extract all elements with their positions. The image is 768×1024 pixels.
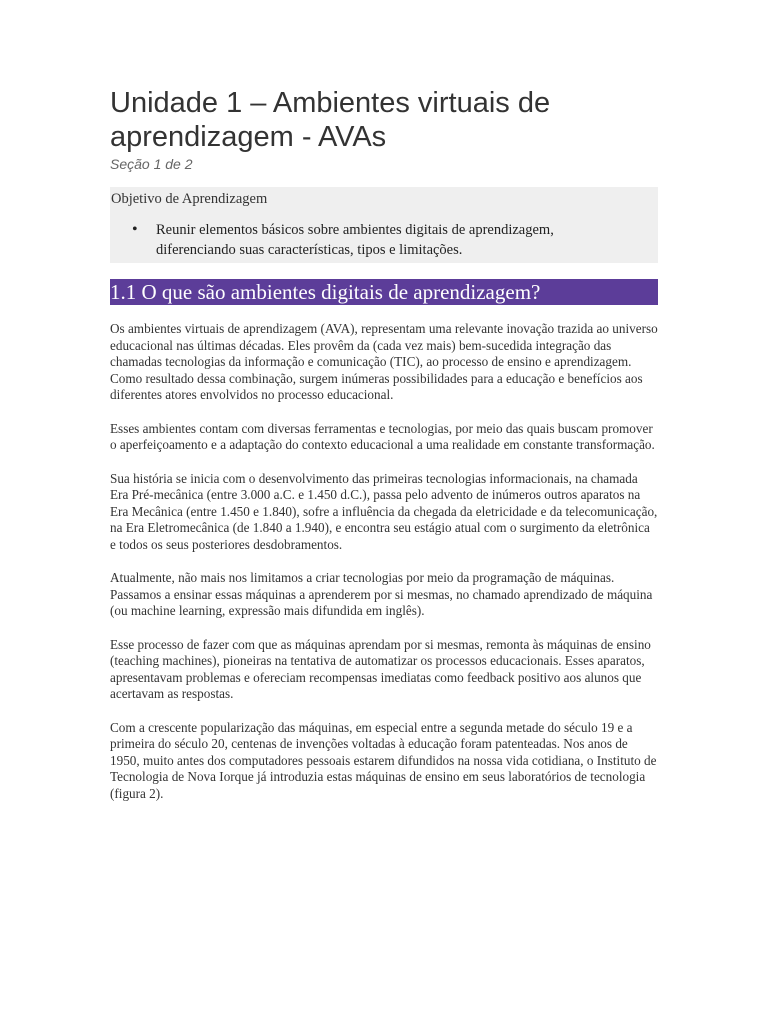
objective-list (110, 220, 658, 260)
body-paragraph: Esses ambientes contam com diversas ferramentas e tecnologias, por meio das quais buscam promover o aperfeiçoamento e a adaptação do contexto educacional a uma realidade em constante transformação. (110, 420, 655, 452)
body-paragraph: Atualmente, não mais nos limitamos a criar tecnologias por meio da programação de máquinas. Passamos a ensinar essas máquinas a aprenderem por si mesmas, no chamado aprendizado de máquina (ou machine learning, expressão mais difundida em inglês). (110, 570, 653, 618)
document-page (110, 86, 658, 802)
page-title: Unidade 1 – Ambientes virtuais de aprendizagem - AVAs (110, 87, 551, 153)
objective-heading: Objetivo de Aprendizagem (111, 191, 268, 207)
section-indicator: Seção 1 de 2 (110, 156, 193, 172)
section-heading: 1.1 O que são ambientes digitais de aprendizagem? (110, 279, 658, 305)
body-paragraph: Os ambientes virtuais de aprendizagem (AVA), representam uma relevante inovação trazida ao universo educacional nas últimas décadas. Eles provêm da (cada vez mais) bem-sucedida integração das chamadas tecnologias da informação e comunicação (TIC), ao processo de ensino e aprendizagem. Como resultado dessa combinação, surgem inúmeras possibilidades para a educação e benefícios aos diferentes atores envolvidos no processo educacional. (110, 321, 658, 402)
objective-item: • Reunir elementos básicos sobre ambientes digitais de aprendizagem, diferenciando suas características, tipos e limitações. (156, 220, 658, 260)
learning-objective-box (110, 187, 658, 263)
body-paragraph: Sua história se inicia com o desenvolvimento das primeiras tecnologias informacionais, na chamada Era Pré-mecânica (entre 3.000 a.C. e 1.450 d.C.), passa pelo advento de inúmeros outros aparatos na Era Mecânica (entre 1.450 e 1.840), sofre a influência da chegada da eletricidade e da telecomunicação, na Era Eletromecânica (de 1.840 a 1.940), e encontra seu estágio atual com o surgimento da eletrônica e todos os seus posteriores desdobramentos. (110, 470, 658, 552)
body-paragraph: Esse processo de fazer com que as máquinas aprendam por si mesmas, remonta às máquinas de ensino (teaching machines), pioneiras na tentativa de automatizar os processos educacionais. Esses aparatos, apresentavam problemas e ofereciam recompensas imediatas como feedback positivo aos alunos que acertavam as respostas. (110, 636, 651, 701)
body-paragraph: Com a crescente popularização das máquinas, em especial entre a segunda metade do século 19 e a primeira do século 20, centenas de invenções voltadas à educação foram patenteadas. Nos anos de 1950, muito antes dos computadores pessoais estarem difundidos na nossa vida cotidiana, o Instituto de Tecnologia de Nova Iorque já introduzia estas máquinas de ensino em seus laboratórios de tecnologia (figura 2). (110, 719, 657, 801)
